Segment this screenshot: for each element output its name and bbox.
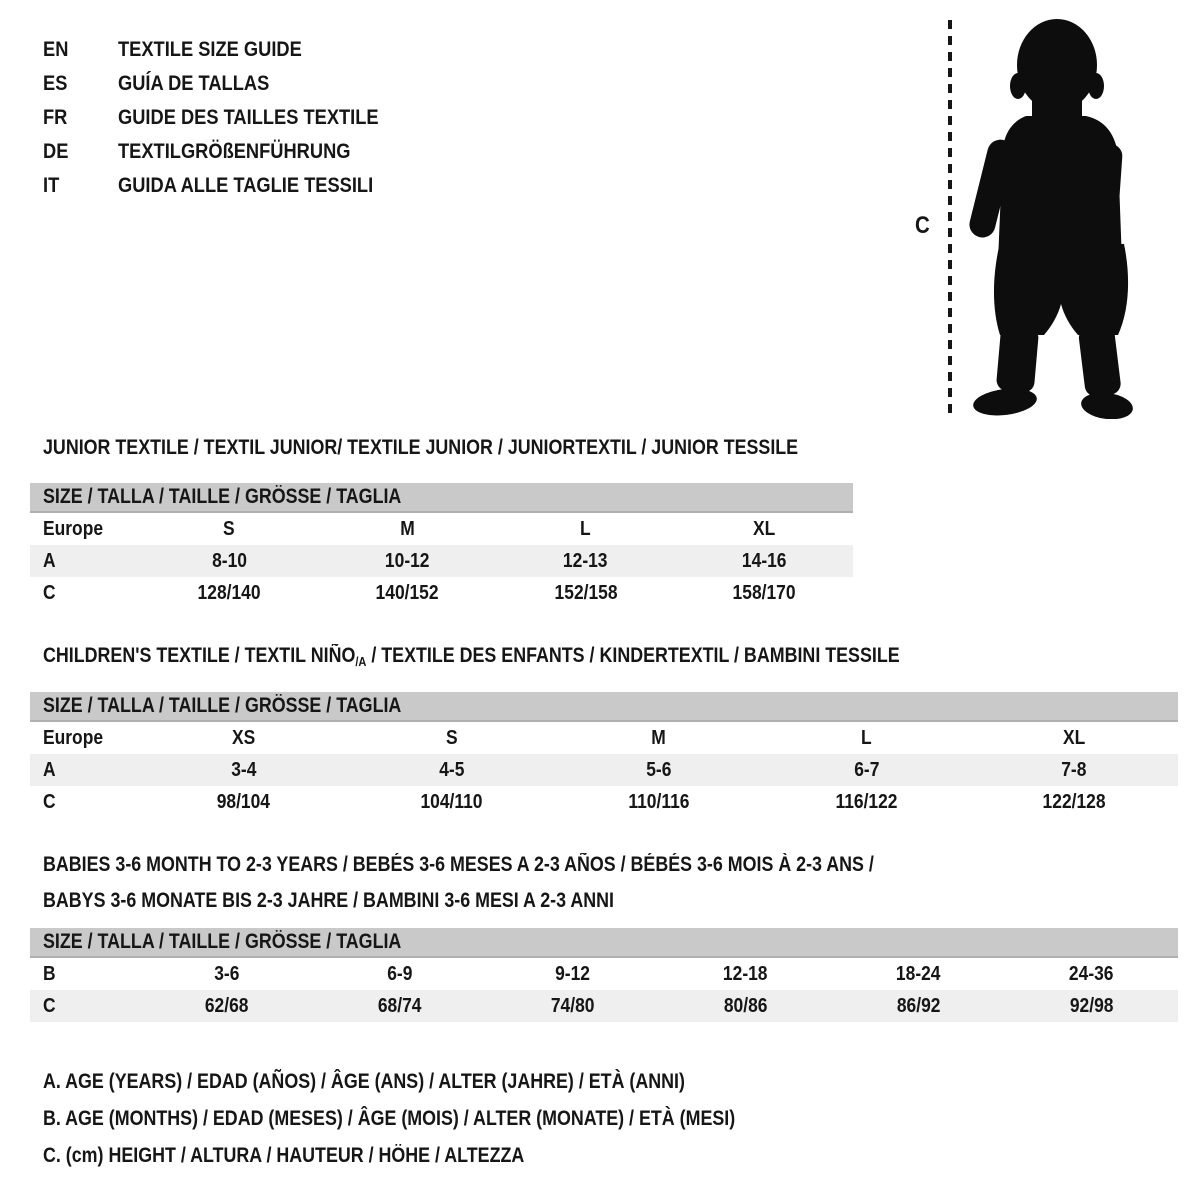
size-header-label: SIZE / TALLA / TAILLE / GRÖSSE / TAGLIA (43, 694, 402, 717)
value-cell (555, 758, 763, 782)
cell-value: XL (752, 517, 776, 540)
value-cell (140, 517, 318, 541)
language-row (43, 134, 425, 168)
cell-value: 5-6 (646, 758, 672, 781)
cell-value: S (445, 726, 458, 749)
language-title: TEXTILGRÖßENFÜHRUNG (118, 138, 351, 163)
row-label-cell (30, 962, 140, 986)
table-row (30, 754, 1178, 786)
value-cell (140, 549, 318, 573)
row-label: Europe (43, 517, 104, 540)
babies-section-title (43, 847, 1021, 919)
children-section-title (43, 644, 1051, 668)
row-label: A (43, 758, 56, 781)
cell-value: 140/152 (375, 581, 439, 604)
row-label: A (43, 549, 56, 572)
value-cell (675, 581, 853, 605)
value-cell (140, 790, 348, 814)
row-label-cell (30, 549, 140, 573)
value-cell (313, 994, 486, 1018)
cell-value: L (861, 726, 872, 749)
language-code: ES (43, 70, 68, 95)
language-row (43, 100, 425, 134)
row-label: B (43, 962, 56, 985)
legend (43, 1063, 857, 1174)
size-header-band (30, 692, 1178, 722)
row-label-cell (30, 581, 140, 605)
language-code: EN (43, 36, 69, 61)
value-cell (140, 758, 348, 782)
row-label-cell (30, 790, 140, 814)
value-cell (675, 549, 853, 573)
language-code: IT (43, 172, 60, 197)
cell-value: 74/80 (550, 994, 595, 1017)
size-header-band (30, 928, 1178, 958)
cell-value: 18-24 (896, 962, 941, 985)
value-cell (140, 581, 318, 605)
value-cell (970, 790, 1178, 814)
junior-size-table (30, 483, 853, 609)
row-label-cell (30, 517, 140, 541)
cell-value: 104/110 (420, 790, 483, 813)
value-cell (659, 994, 832, 1018)
language-row (43, 66, 425, 100)
children-title-subscript: /A (355, 654, 367, 669)
babies-title-line2 (43, 883, 1021, 919)
value-cell (1005, 994, 1178, 1018)
language-title-list (43, 32, 425, 202)
language-code: DE (43, 138, 69, 163)
value-cell (318, 581, 496, 605)
row-label: C (43, 790, 56, 813)
value-cell (832, 994, 1005, 1018)
height-measure-label (915, 212, 932, 240)
children-title-part2: / TEXTILE DES ENFANTS / KINDERTEXTIL / BAMBINI TESSILE (366, 644, 900, 667)
value-cell (486, 962, 659, 986)
row-label: C (43, 994, 56, 1017)
cell-value: 62/68 (204, 994, 249, 1017)
cell-value: 98/104 (217, 790, 271, 813)
table-row (30, 786, 1178, 818)
babies-size-table (30, 928, 1178, 1022)
value-cell (1005, 962, 1178, 986)
value-cell (348, 758, 556, 782)
junior-section-title (43, 436, 931, 460)
legend-text: B. AGE (MONTHS) / EDAD (MESES) / ÂGE (MOIS) / ALTER (MONATE) / ETÀ (MESI) (43, 1106, 736, 1130)
cell-value: XL (1063, 726, 1086, 749)
value-cell (140, 994, 313, 1018)
junior-section-title-text: JUNIOR TEXTILE / TEXTIL JUNIOR/ TEXTILE JUNIOR / JUNIORTEXTIL / JUNIOR TESSILE (43, 436, 799, 459)
cell-value: 68/74 (377, 994, 422, 1017)
language-title: GUÍA DE TALLAS (118, 70, 270, 95)
value-cell (348, 726, 556, 750)
cell-value: M (651, 726, 667, 749)
cell-value: 92/98 (1069, 994, 1114, 1017)
legend-text: C. (cm) HEIGHT / ALTURA / HAUTEUR / HÖHE / ALTEZZA (43, 1143, 525, 1167)
table-row (30, 577, 853, 609)
table-row (30, 545, 853, 577)
row-label: C (43, 581, 56, 604)
table-row (30, 722, 1178, 754)
cell-value: 3-6 (213, 962, 240, 985)
value-cell (318, 549, 496, 573)
cell-value: 116/122 (835, 790, 898, 813)
cell-value: S (223, 517, 235, 540)
cell-value: 6-7 (853, 758, 880, 781)
legend-line (43, 1137, 857, 1174)
value-cell (486, 994, 659, 1018)
table-row (30, 958, 1178, 990)
children-section-title-text (43, 644, 900, 668)
cell-value: 24-36 (1069, 962, 1114, 985)
value-cell (497, 581, 675, 605)
cell-value: 9-12 (555, 962, 590, 985)
value-cell (832, 962, 1005, 986)
babies-title-line1 (43, 847, 1021, 883)
language-code: FR (43, 104, 68, 129)
value-cell (497, 549, 675, 573)
value-cell (555, 790, 763, 814)
row-label-cell (30, 726, 140, 750)
value-cell (675, 517, 853, 541)
legend-text: A. AGE (YEARS) / EDAD (AÑOS) / ÂGE (ANS) / ALTER (JAHRE) / ETÀ (ANNI) (43, 1069, 685, 1093)
value-cell (140, 962, 313, 986)
value-cell (140, 726, 348, 750)
value-cell (763, 790, 971, 814)
cell-value: L (580, 517, 591, 540)
value-cell (970, 726, 1178, 750)
cell-value: 12-18 (723, 962, 768, 985)
cell-value: 3-4 (231, 758, 257, 781)
language-title: GUIDE DES TAILLES TEXTILE (118, 104, 379, 129)
size-header-band (30, 483, 853, 513)
cell-value: 86/92 (896, 994, 941, 1017)
cell-value: 80/86 (723, 994, 768, 1017)
cell-value: 128/140 (197, 581, 261, 604)
children-title-part1: CHILDREN'S TEXTILE / TEXTIL NIÑO (43, 644, 356, 667)
value-cell (659, 962, 832, 986)
cell-value: 152/158 (554, 581, 618, 604)
value-cell (970, 758, 1178, 782)
cell-value: 8-10 (211, 549, 247, 572)
cell-value: 110/116 (628, 790, 690, 813)
language-row (43, 32, 425, 66)
cell-value: 14-16 (741, 549, 787, 572)
cell-value: 158/170 (732, 581, 796, 604)
babies-title-line2-text: BABYS 3-6 MONATE BIS 2-3 JAHRE / BAMBINI 3-6 MESI A 2-3 ANNI (43, 889, 614, 912)
value-cell (555, 726, 763, 750)
row-label-cell (30, 758, 140, 782)
height-dashed-line (948, 20, 952, 416)
cell-value: 4-5 (438, 758, 464, 781)
legend-line (43, 1100, 857, 1137)
language-row (43, 168, 425, 202)
language-title: GUIDA ALLE TAGLIE TESSILI (118, 172, 374, 197)
cell-value: 122/128 (1042, 790, 1106, 813)
cell-value: M (400, 517, 415, 540)
size-header-label: SIZE / TALLA / TAILLE / GRÖSSE / TAGLIA (43, 485, 402, 508)
cell-value: 7-8 (1061, 758, 1087, 781)
children-size-table (30, 692, 1178, 818)
value-cell (763, 726, 971, 750)
legend-line (43, 1063, 857, 1100)
cell-value: 12-13 (563, 549, 608, 572)
cell-value: 10-12 (385, 549, 430, 572)
row-label-cell (30, 994, 140, 1018)
value-cell (497, 517, 675, 541)
babies-title-line1-text: BABIES 3-6 MONTH TO 2-3 YEARS / BEBÉS 3-6 MESES A 2-3 AÑOS / BÉBÉS 3-6 MOIS À 2-3 ANS / (43, 853, 874, 876)
value-cell (313, 962, 486, 986)
table-row (30, 513, 853, 545)
cell-value: XS (232, 726, 256, 749)
toddler-silhouette-icon (960, 14, 1135, 419)
value-cell (763, 758, 971, 782)
table-row (30, 990, 1178, 1022)
language-title: TEXTILE SIZE GUIDE (118, 36, 302, 61)
height-measure-letter: C (915, 212, 930, 239)
value-cell (348, 790, 556, 814)
value-cell (318, 517, 496, 541)
cell-value: 6-9 (386, 962, 413, 985)
row-label: Europe (43, 726, 104, 749)
size-header-label: SIZE / TALLA / TAILLE / GRÖSSE / TAGLIA (43, 930, 402, 953)
